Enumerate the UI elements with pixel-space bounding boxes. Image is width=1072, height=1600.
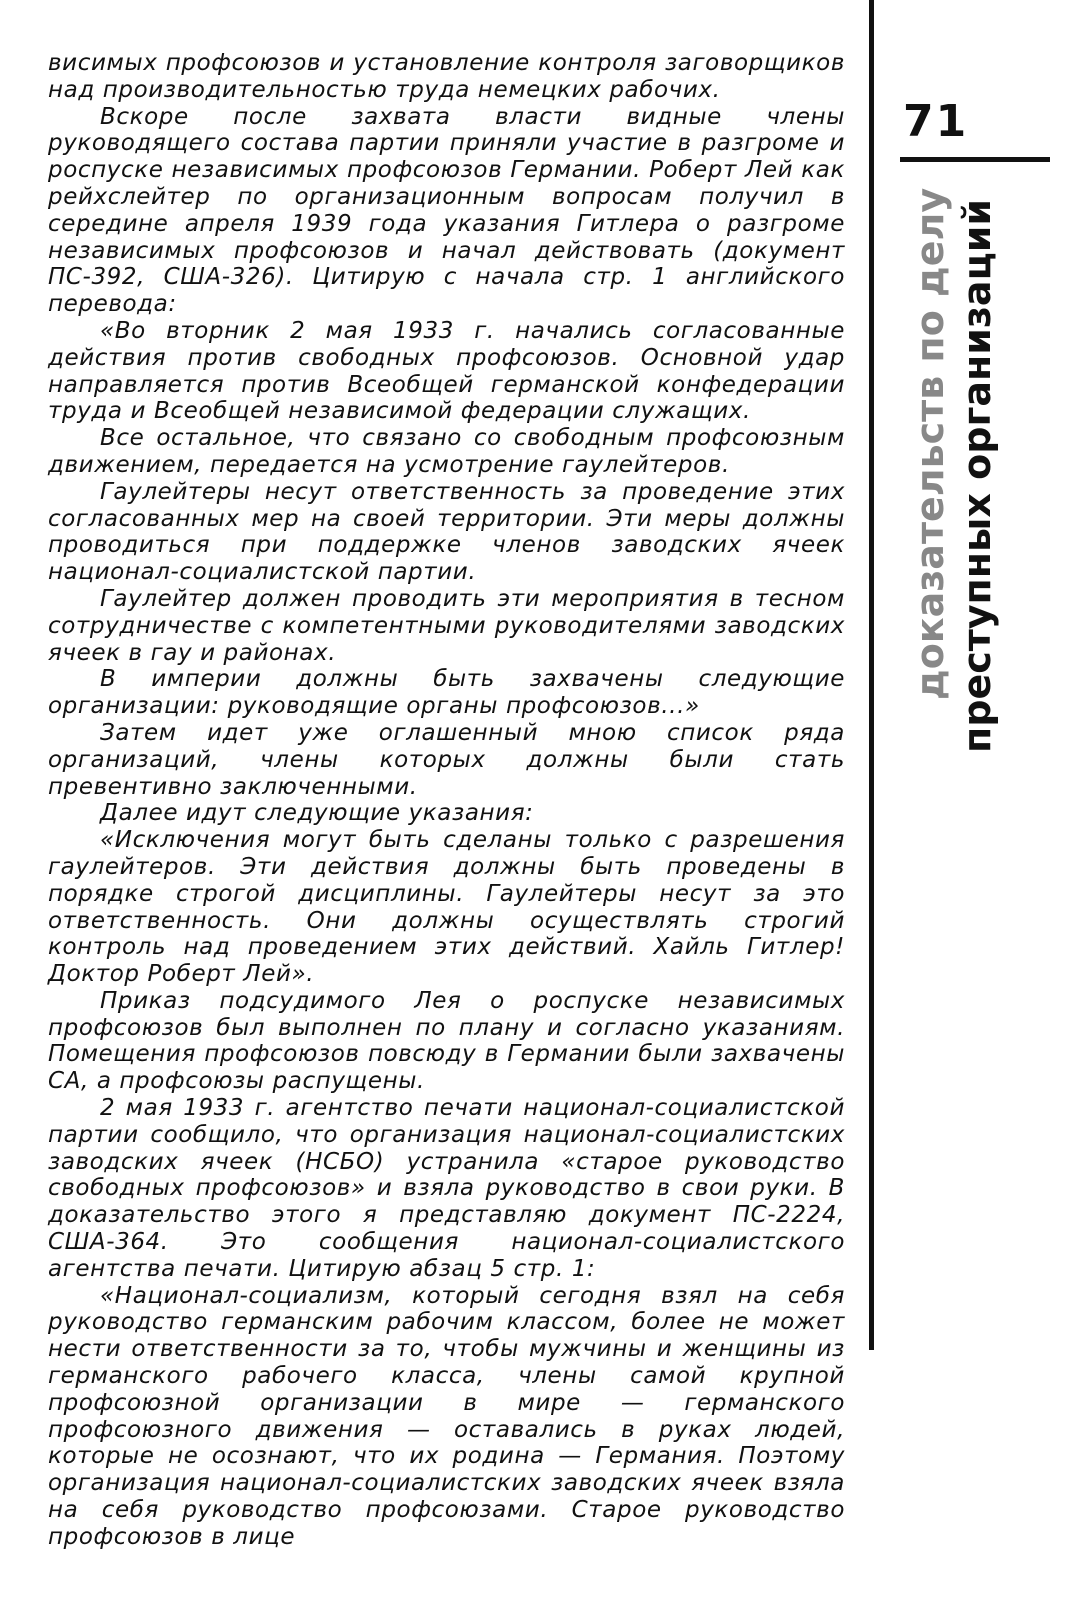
paragraph: Далее идут следующие указания:	[100, 800, 534, 827]
body-text	[48, 50, 845, 1551]
horizontal-rule	[900, 157, 1050, 162]
paragraph: Приказ подсудимого Лея о роспуске независимых профсоюзов был выполнен по плану и согласно указаниям. Помещения профсоюзов повсюду в Германии были захвачены СА, а профсоюзы распущены.	[48, 987, 845, 1095]
running-head	[900, 175, 1030, 775]
vertical-rule	[869, 0, 874, 1350]
paragraph: Затем идет уже оглашенный мною список ряда организаций, члены которых должны были стать превентивно заключенными.	[48, 719, 845, 800]
paragraph: Гаулейтер должен проводить эти мероприятия в тесном сотрудничестве с компетентными руководителями заводских ячеек в гау и районах.	[48, 585, 845, 666]
paragraph: «Во вторник 2 мая 1933 г. начались согласованные действия против свободных профсоюзов. Основной удар направляется против Всеобщей германской конфедерации труда и Всеобщей независимой федерации служащих.	[48, 317, 845, 425]
paragraph: висимых профсоюзов и установление контроля заговорщиков над производительностью труда немецких рабочих.	[48, 50, 845, 103]
paragraph: «Национал-социализм, который сегодня взял на себя руководство германским рабочим классом, более не может нести ответственности за то, чтобы мужчины и женщины из германского рабочего класса, члены самой крупной профсоюзной организации в мире — германского профсоюзного движения — оставались в руках людей, которые не осознают, что их родина — Германия. Поэтому организация национал-социалистских заводских ячеек взяла на себя руководство профсоюзами. Старое руководство профсоюзов в лице	[48, 1282, 845, 1550]
paragraph: 2 мая 1933 г. агентство печати национал-социалистской партии сообщило, что организация национал-социалистских заводских ячеек (НСБО) устранила «старое руководство свободных профсоюзов» и взяла руководство в свои руки. В доказательство этого я представляю документ ПС-2224, США-364. Это сообщения национал-социалистского агентства печати. Цитирую абзац 5 стр. 1:	[48, 1095, 845, 1282]
running-head-line-2: преступных организаций	[955, 199, 999, 753]
paragraph: «Исключения могут быть сделаны только с разрешения гаулейтеров. Эти действия должны быть проведены в порядке строгой дисциплины. Гаулейтеры несут за это ответственность. Они должны осуществлять строгий контроль над проведением этих действий. Хайль Гитлер! Доктор Роберт Лей».	[48, 827, 845, 988]
running-head-line-1: доказательств по делу	[908, 187, 952, 700]
paragraph: Вскоре после захвата власти видные члены руководящего состава партии приняли участие в разгроме и роспуске независимых профсоюзов Германии. Роберт Лей как рейхслейтер по организационным вопросам получил в середине апреля 1939 года указания Гитлера о разгроме независимых профсоюзов и начал действовать (документ ПС-392, США-326). Цитирую с начала стр. 1 английского перевода:	[48, 103, 845, 318]
paragraph: Все остальное, что связано со свободным профсоюзным движением, передается на усмотрение гаулейтеров.	[48, 425, 845, 478]
paragraph: В империи должны быть захвачены следующие организации: руководящие органы профсоюзов...»	[48, 666, 845, 720]
page-number: 71	[903, 96, 969, 147]
paragraph: Гаулейтеры несут ответственность за проведение этих согласованных мер на своей территории. Эти меры должны проводиться при поддержке членов заводских ячеек национал-социалистской партии.	[48, 478, 845, 586]
